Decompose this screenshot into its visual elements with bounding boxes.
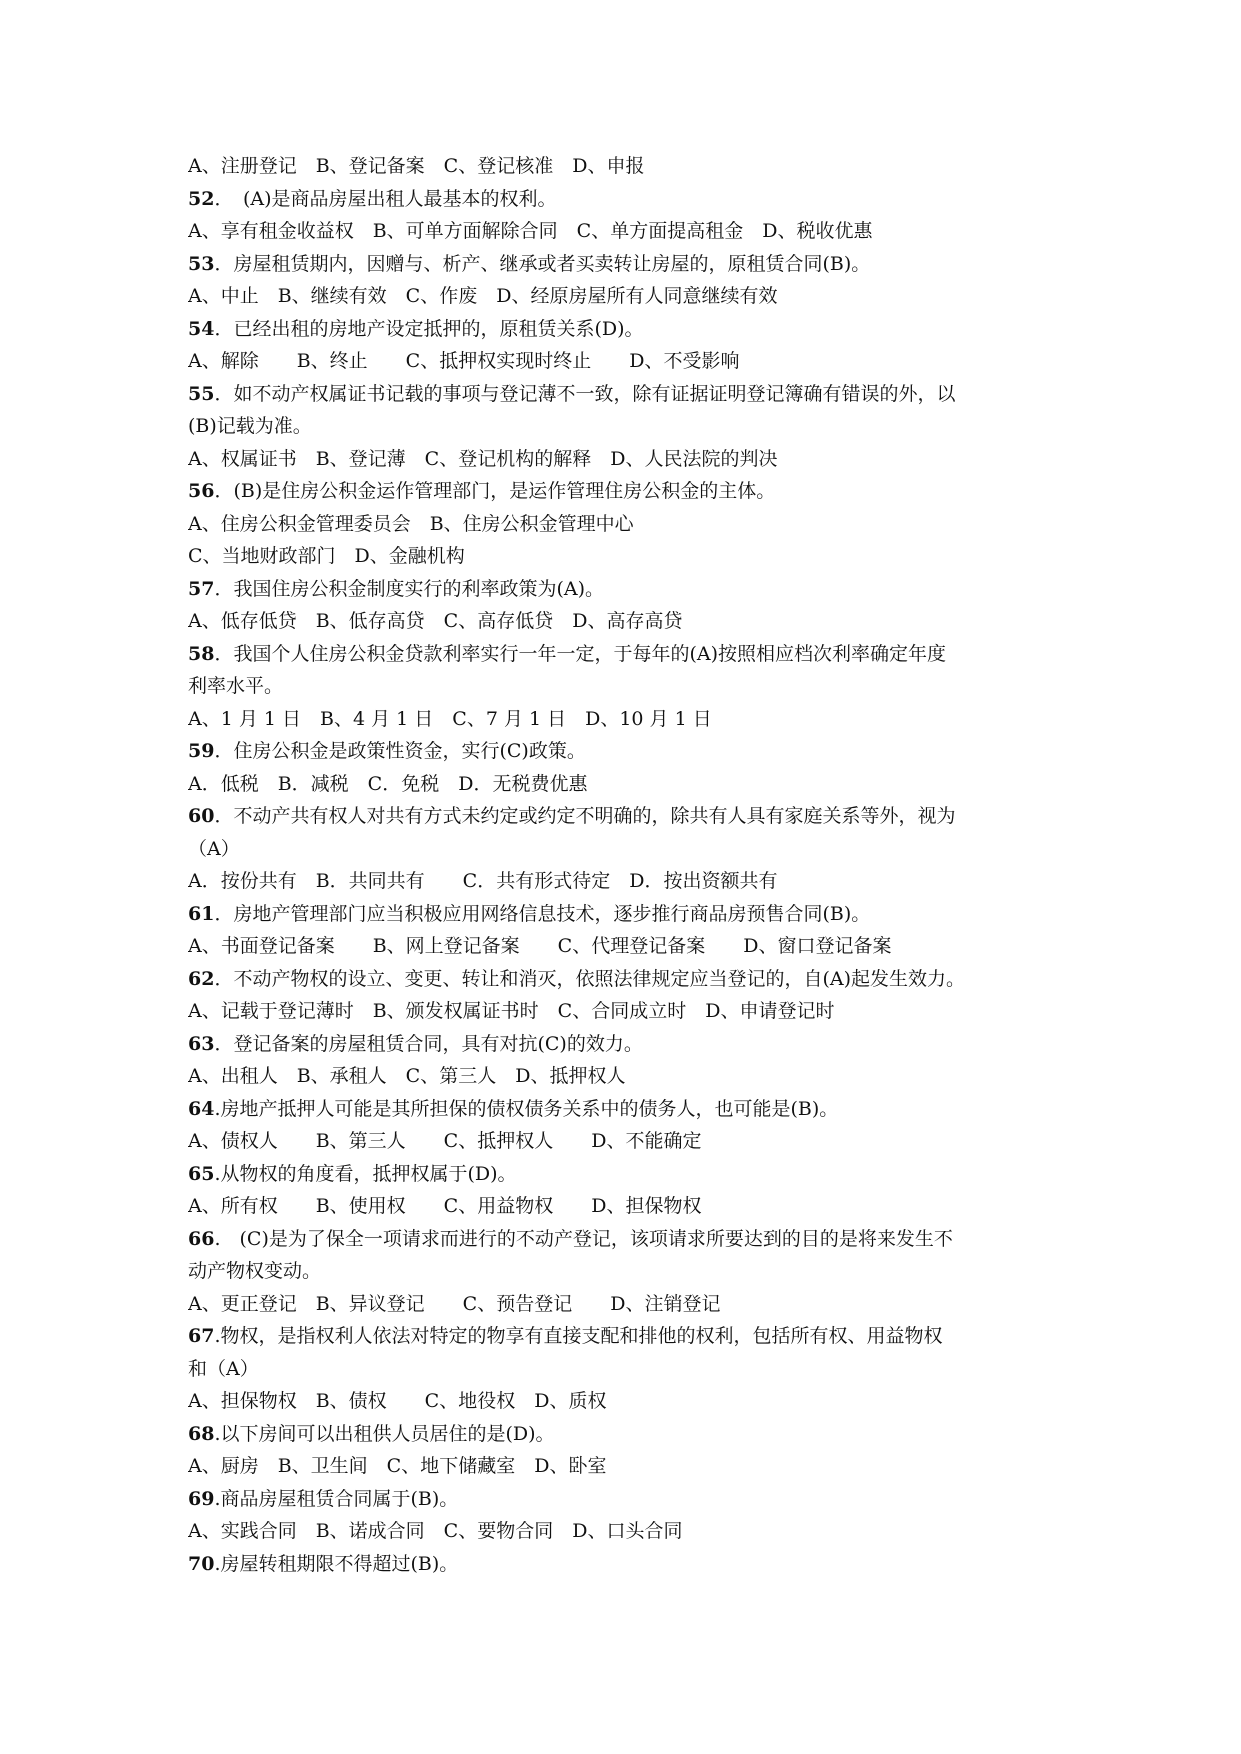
question-number: 53 xyxy=(188,252,215,275)
question-68 xyxy=(188,1418,1068,1451)
question-number: 58 xyxy=(188,642,215,665)
question-number: 69 xyxy=(188,1487,215,1510)
question-text: ．不动产共有权人对共有方式未约定或约定不明确的，除共有人具有家庭关系等外，视为 xyxy=(214,805,956,827)
question-text: ．如不动产权属证书记载的事项与登记薄不一致，除有证据证明登记簿确有错误的外，以 xyxy=(214,382,956,405)
question-65 xyxy=(188,1158,1068,1191)
question-number: 60 xyxy=(188,805,215,827)
question-67 xyxy=(188,1320,1068,1353)
question-text: ．登记备案的房屋租赁合同，具有对抗(C)的效力。 xyxy=(214,1032,643,1055)
answer-options: A、中止 B、继续有效 C、作废 D、经原房屋所有人同意继续有效 xyxy=(188,285,778,307)
question-text: .房屋转租期限不得超过(B)。 xyxy=(214,1552,459,1575)
question-70 xyxy=(188,1548,1068,1581)
question-text: ．已经出租的房地产设定抵押的，原租赁关系(D)。 xyxy=(214,317,644,340)
question-text: ． (A)是商品房屋出租人最基本的权利。 xyxy=(214,187,557,210)
question-text: ．(B)是住房公积金运作管理部门，是运作管理住房公积金的主体。 xyxy=(214,480,776,502)
question-number: 61 xyxy=(188,902,215,925)
question-text: ．住房公积金是政策性资金，实行(C)政策。 xyxy=(214,740,586,762)
question-57 xyxy=(188,573,1068,606)
question-number: 66 xyxy=(188,1227,215,1250)
answer-options: A、所有权 B、使用权 C、用益物权 D、担保物权 xyxy=(188,1195,702,1217)
question-number: 63 xyxy=(188,1032,215,1055)
question-text: ．我国住房公积金制度实行的利率政策为(A)。 xyxy=(214,577,605,600)
question-text: .房地产抵押人可能是其所担保的债权债务关系中的债务人，也可能是(B)。 xyxy=(214,1097,839,1120)
question-text: . (C)是为了保全一项请求而进行的不动产登记，该项请求所要达到的目的是将来发生不 xyxy=(214,1227,953,1250)
question-continuation: 和（A） xyxy=(188,1357,259,1380)
answer-options: A、1 月 1 日 B、4 月 1 日 C、7 月 1 日 D、10 月 1 日 xyxy=(188,707,712,730)
answer-options: C、当地财政部门 D、金融机构 xyxy=(188,545,465,567)
question-number: 68 xyxy=(188,1422,215,1445)
question-number: 59 xyxy=(188,740,215,762)
answer-options: A、厨房 B、卫生间 C、地下储藏室 D、卧室 xyxy=(188,1455,607,1477)
answer-options: A、解除 B、终止 C、抵押权实现时终止 D、不受影响 xyxy=(188,350,740,372)
document-page xyxy=(188,150,1068,1580)
question-55 xyxy=(188,378,1068,411)
question-53 xyxy=(188,248,1068,281)
question-number: 54 xyxy=(188,317,215,340)
answer-options: A．按份共有 B．共同共有 C．共有形式待定 D．按出资额共有 xyxy=(188,870,778,892)
answer-options: A、实践合同 B、诺成合同 C、要物合同 D、口头合同 xyxy=(188,1520,683,1542)
question-number: 65 xyxy=(188,1162,215,1185)
answer-options: A、书面登记备案 B、网上登记备案 C、代理登记备案 D、窗口登记备案 xyxy=(188,935,892,957)
question-number: 70 xyxy=(188,1552,215,1575)
answer-options: A、享有租金收益权 B、可单方面解除合同 C、单方面提高租金 D、税收优惠 xyxy=(188,220,873,242)
question-continuation: 利率水平。 xyxy=(188,675,284,697)
question-56 xyxy=(188,475,1068,508)
answer-options: A．低税 B．减税 C．免税 D．无税费优惠 xyxy=(188,772,588,795)
question-61 xyxy=(188,898,1068,931)
question-continuation: 动产物权变动。 xyxy=(188,1260,322,1282)
answer-options: A、更正登记 B、异议登记 C、预告登记 D、注销登记 xyxy=(188,1292,721,1315)
question-64 xyxy=(188,1093,1068,1126)
question-number: 55 xyxy=(188,382,215,405)
question-text: ．房地产管理部门应当积极应用网络信息技术，逐步推行商品房预售合同(B)。 xyxy=(214,902,871,925)
question-number: 57 xyxy=(188,577,215,600)
question-62 xyxy=(188,963,1068,996)
question-60 xyxy=(188,800,1068,833)
answer-options: A、出租人 B、承租人 C、第三人 D、抵押权人 xyxy=(188,1065,626,1087)
answer-options: A、权属证书 B、登记薄 C、登记机构的解释 D、人民法院的判决 xyxy=(188,447,778,470)
question-text: .从物权的角度看，抵押权属于(D)。 xyxy=(214,1162,517,1185)
answer-options: A、注册登记 B、登记备案 C、登记核准 D、申报 xyxy=(188,155,645,177)
question-58 xyxy=(188,638,1068,671)
answer-options: A、担保物权 B、债权 C、地役权 D、质权 xyxy=(188,1390,607,1412)
answer-options: A、债权人 B、第三人 C、抵押权人 D、不能确定 xyxy=(188,1130,702,1152)
question-text: .以下房间可以出租供人员居住的是(D)。 xyxy=(214,1422,555,1445)
answer-options: A、住房公积金管理委员会 B、住房公积金管理中心 xyxy=(188,512,634,535)
question-continuation: (B)记载为准。 xyxy=(188,415,312,437)
question-number: 64 xyxy=(188,1097,215,1120)
question-continuation: （A） xyxy=(188,837,240,860)
question-54 xyxy=(188,313,1068,346)
question-text: .物权，是指权利人依法对特定的物享有直接支配和排他的权利，包括所有权、用益物权 xyxy=(214,1325,943,1347)
question-number: 67 xyxy=(188,1325,215,1347)
question-52 xyxy=(188,183,1068,216)
answer-options: A、记载于登记薄时 B、颁发权属证书时 C、合同成立时 D、申请登记时 xyxy=(188,1000,835,1022)
answer-options: A、低存低贷 B、低存高贷 C、高存低贷 D、高存高贷 xyxy=(188,610,683,632)
question-text: .商品房屋租赁合同属于(B)。 xyxy=(214,1487,459,1510)
question-text: ．不动产物权的设立、变更、转让和消灭，依照法律规定应当登记的，自(A)起发生效力。 xyxy=(214,967,966,990)
question-text: ．我国个人住房公积金贷款利率实行一年一定，于每年的(A)按照相应档次利率确定年度 xyxy=(214,642,947,665)
question-number: 56 xyxy=(188,480,215,502)
question-number: 52 xyxy=(188,187,215,210)
question-69 xyxy=(188,1483,1068,1516)
question-number: 62 xyxy=(188,967,215,990)
question-text: ．房屋租赁期内，因赠与、析产、继承或者买卖转让房屋的，原租赁合同(B)。 xyxy=(214,252,871,275)
question-59 xyxy=(188,735,1068,768)
question-63 xyxy=(188,1028,1068,1061)
question-66 xyxy=(188,1223,1068,1256)
